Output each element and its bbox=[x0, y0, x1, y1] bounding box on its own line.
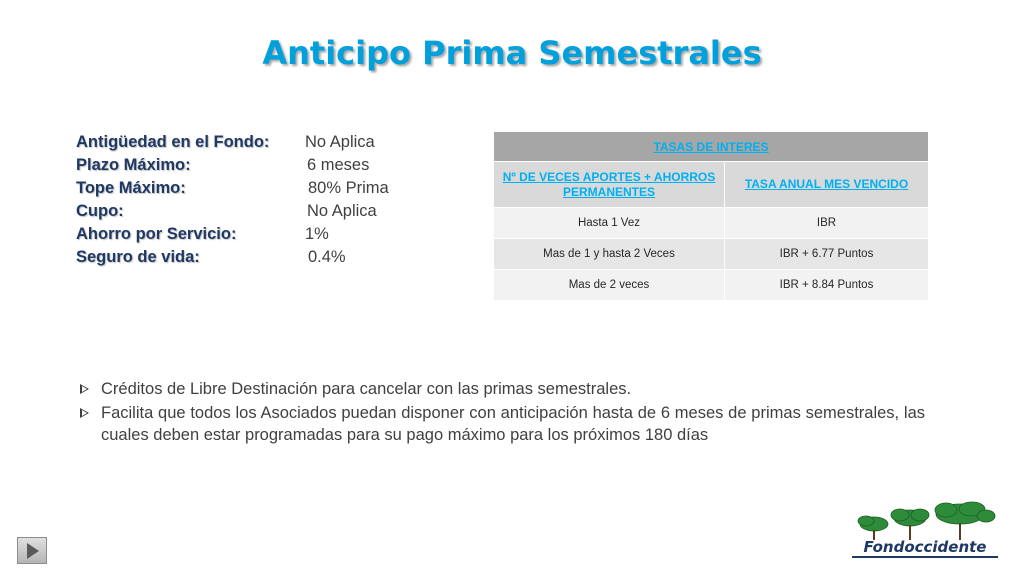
list-item bbox=[80, 402, 925, 446]
table-cell: Hasta 1 Vez bbox=[494, 208, 725, 239]
fondoccidente-logo bbox=[852, 500, 998, 560]
column-header-rate: TASA ANUAL MES VENCIDO bbox=[725, 162, 929, 208]
arrow-bullet-icon bbox=[80, 384, 89, 394]
condition-value: 0.4% bbox=[308, 248, 346, 266]
condition-label: Plazo Máximo: bbox=[76, 156, 191, 174]
slide-title: Anticipo Prima Semestrales bbox=[262, 34, 762, 72]
table-row bbox=[494, 270, 929, 301]
bullet-list bbox=[80, 378, 925, 446]
list-item bbox=[80, 378, 925, 400]
condition-label: Antigüedad en el Fondo: bbox=[76, 133, 270, 151]
interest-rates-table bbox=[493, 131, 929, 301]
condition-value: 6 meses bbox=[307, 156, 370, 174]
condition-value: No Aplica bbox=[307, 202, 377, 220]
condition-label: Cupo: bbox=[76, 202, 124, 220]
arrow-bullet-icon bbox=[80, 408, 89, 418]
bullet-text: Créditos de Libre Destinación para cancelar con las primas semestrales. bbox=[101, 380, 632, 398]
table-cell: Mas de 2 veces bbox=[494, 270, 725, 301]
condition-value: No Aplica bbox=[305, 133, 375, 151]
table-row bbox=[494, 239, 929, 270]
bullet-text: Facilita que todos los Asociados puedan disponer con anticipación hasta de 6 meses de primas semestrales, las cuales deben estar programadas para su pago máximo para los próximos 180 días bbox=[101, 404, 925, 444]
table-cell: IBR + 8.84 Puntos bbox=[725, 270, 929, 301]
trees-icon bbox=[852, 500, 998, 540]
table-cell: Mas de 1 y hasta 2 Veces bbox=[494, 239, 725, 270]
table-row bbox=[494, 208, 929, 239]
table-header: TASAS DE INTERES bbox=[494, 132, 929, 162]
play-arrow-icon bbox=[27, 543, 39, 559]
table-cell: IBR + 6.77 Puntos bbox=[725, 239, 929, 270]
next-slide-button[interactable] bbox=[17, 537, 47, 564]
condition-value: 80% Prima bbox=[308, 179, 389, 197]
condition-label: Seguro de vida: bbox=[76, 248, 200, 266]
condition-label: Ahorro por Servicio: bbox=[76, 225, 237, 243]
condition-label: Tope Máximo: bbox=[76, 179, 186, 197]
table-cell: IBR bbox=[725, 208, 929, 239]
column-header-times: Nº DE VECES APORTES + AHORROS PERMANENTES bbox=[494, 162, 725, 208]
condition-value: 1% bbox=[305, 225, 329, 243]
logo-text: Fondoccidente bbox=[852, 538, 998, 558]
